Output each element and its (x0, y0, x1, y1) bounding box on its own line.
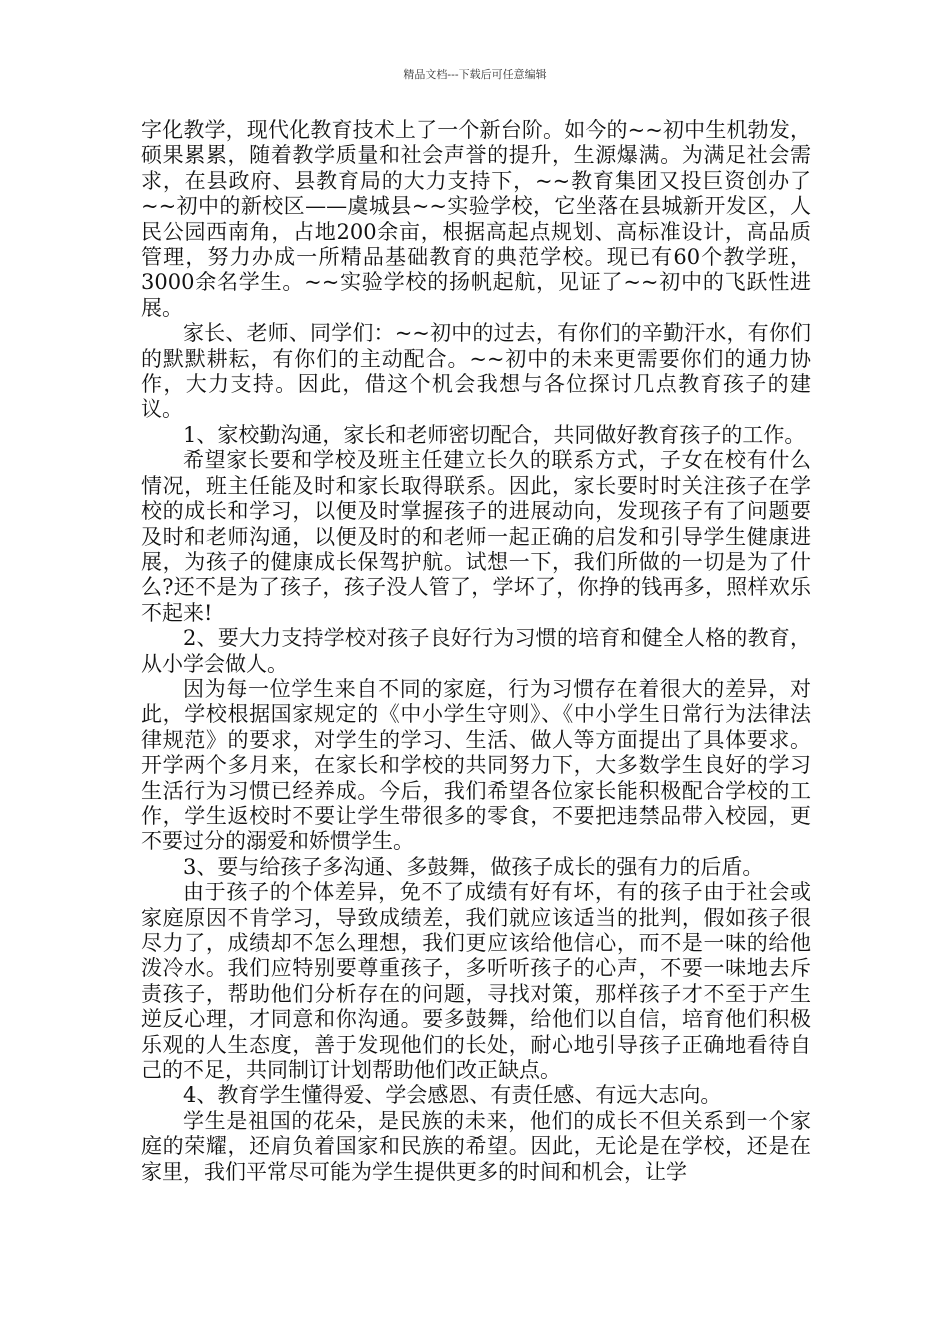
paragraph-section-3: 由于孩子的个体差异，免不了成绩有好有坏，有的孩子由于社会或家庭原因不肯学习，导致成绩差，我们就应该适当的批判，假如孩子很尽力了，成绩却不怎么理想，我们更应该给他信心，而不是一味的给他泼冷水。我们应特别要尊重孩子，多听听孩子的心声，不要一味地去斥责孩子，帮助他们分析存在的问题，寻找对策，那样孩子才不至于产生逆反心理，才同意和你沟通。要多鼓舞，给他们以自信，培育他们积极乐观的人生态度，善于发现他们的长处，耐心地引导孩子正确地看待自己的不足，共同制订计划帮助他们改正缺点。 (141, 880, 811, 1083)
section-heading-4: 4、教育学生懂得爱、学会感恩、有责任感、有远大志向。 (183, 1083, 722, 1108)
paragraph-section-1: 希望家长要和学校及班主任建立长久的联系方式，子女在校有什么情况，班主任能及时和家长取得联系。因此，家长要时时关注孩子在学校的成长和学习，以便及时掌握孩子的进展动向，发现孩子有了问题要及时和老师沟通，以便及时的和老师一起正确的启发和引导学生健康进展，为孩子的健康成长保驾护航。试想一下，我们所做的一切是为了什么?还不是为了孩子，孩子没人管了，学坏了，你挣的钱再多，照样欢乐不起来! (141, 448, 811, 625)
paragraph-section-4: 学生是祖国的花朵，是民族的未来，他们的成长不但关系到一个家庭的荣耀，还肩负着国家和民族的希望。因此，无论是在学校，还是在家里，我们平常尽可能为学生提供更多的时间和机会，让学 (141, 1108, 811, 1184)
paragraph-continued-intro: 字化教学，现代化教育技术上了一个新台阶。如今的~~初中生机勃发，硕果累累，随着教学质量和社会声誉的提升，生源爆满。为满足社会需求，在县政府、县教育局的大力支持下，~~教育集团又投巨资创办了~~初中的新校区——虞城县~~实验学校，它坐落在县城新开发区，人民公园西南角，占地200余亩，根据高起点规划、高标准设计，高品质管理，努力办成一所精品基础教育的典范学校。现已有60个教学班，3000余名学生。~~实验学校的扬帆起航，见证了~~初中的飞跃性进展。 (141, 118, 811, 320)
paragraph-section-2: 因为每一位学生来自不同的家庭，行为习惯存在着很大的差异，对此，学校根据国家规定的《中小学生守则》、《中小学生日常行为法律法律规范》的要求，对学生的学习、生活、做人等方面提出了具体要求。开学两个多月来，在家长和学校的共同努力下，大多数学生良好的学习生活行为习惯已经养成。今后，我们希望各位家长能积极配合学校的工作，学生返校时不要让学生带很多的零食，不要把违禁品带入校园，更不要过分的溺爱和娇惯学生。 (141, 676, 811, 854)
paragraph-address: 家长、老师、同学们：~~初中的过去，有你们的辛勤汗水，有你们的默默耕耘，有你们的主动配合。~~初中的未来更需要你们的通力协作，大力支持。因此，借这个机会我想与各位探讨几点教育孩子的建议。 (141, 321, 811, 422)
section-heading-1: 1、家校勤沟通，家长和老师密切配合，共同做好教育孩子的工作。 (183, 422, 806, 447)
document-body (141, 118, 811, 1185)
section-heading-2: 2、要大力支持学校对孩子良好行为习惯的培育和健全人格的教育，从小学会做人。 (141, 626, 811, 676)
page-header: 精品文档---下载后可任意编辑 (403, 68, 547, 81)
section-heading-3: 3、要与给孩子多沟通、多鼓舞，做孩子成长的强有力的后盾。 (183, 854, 764, 879)
